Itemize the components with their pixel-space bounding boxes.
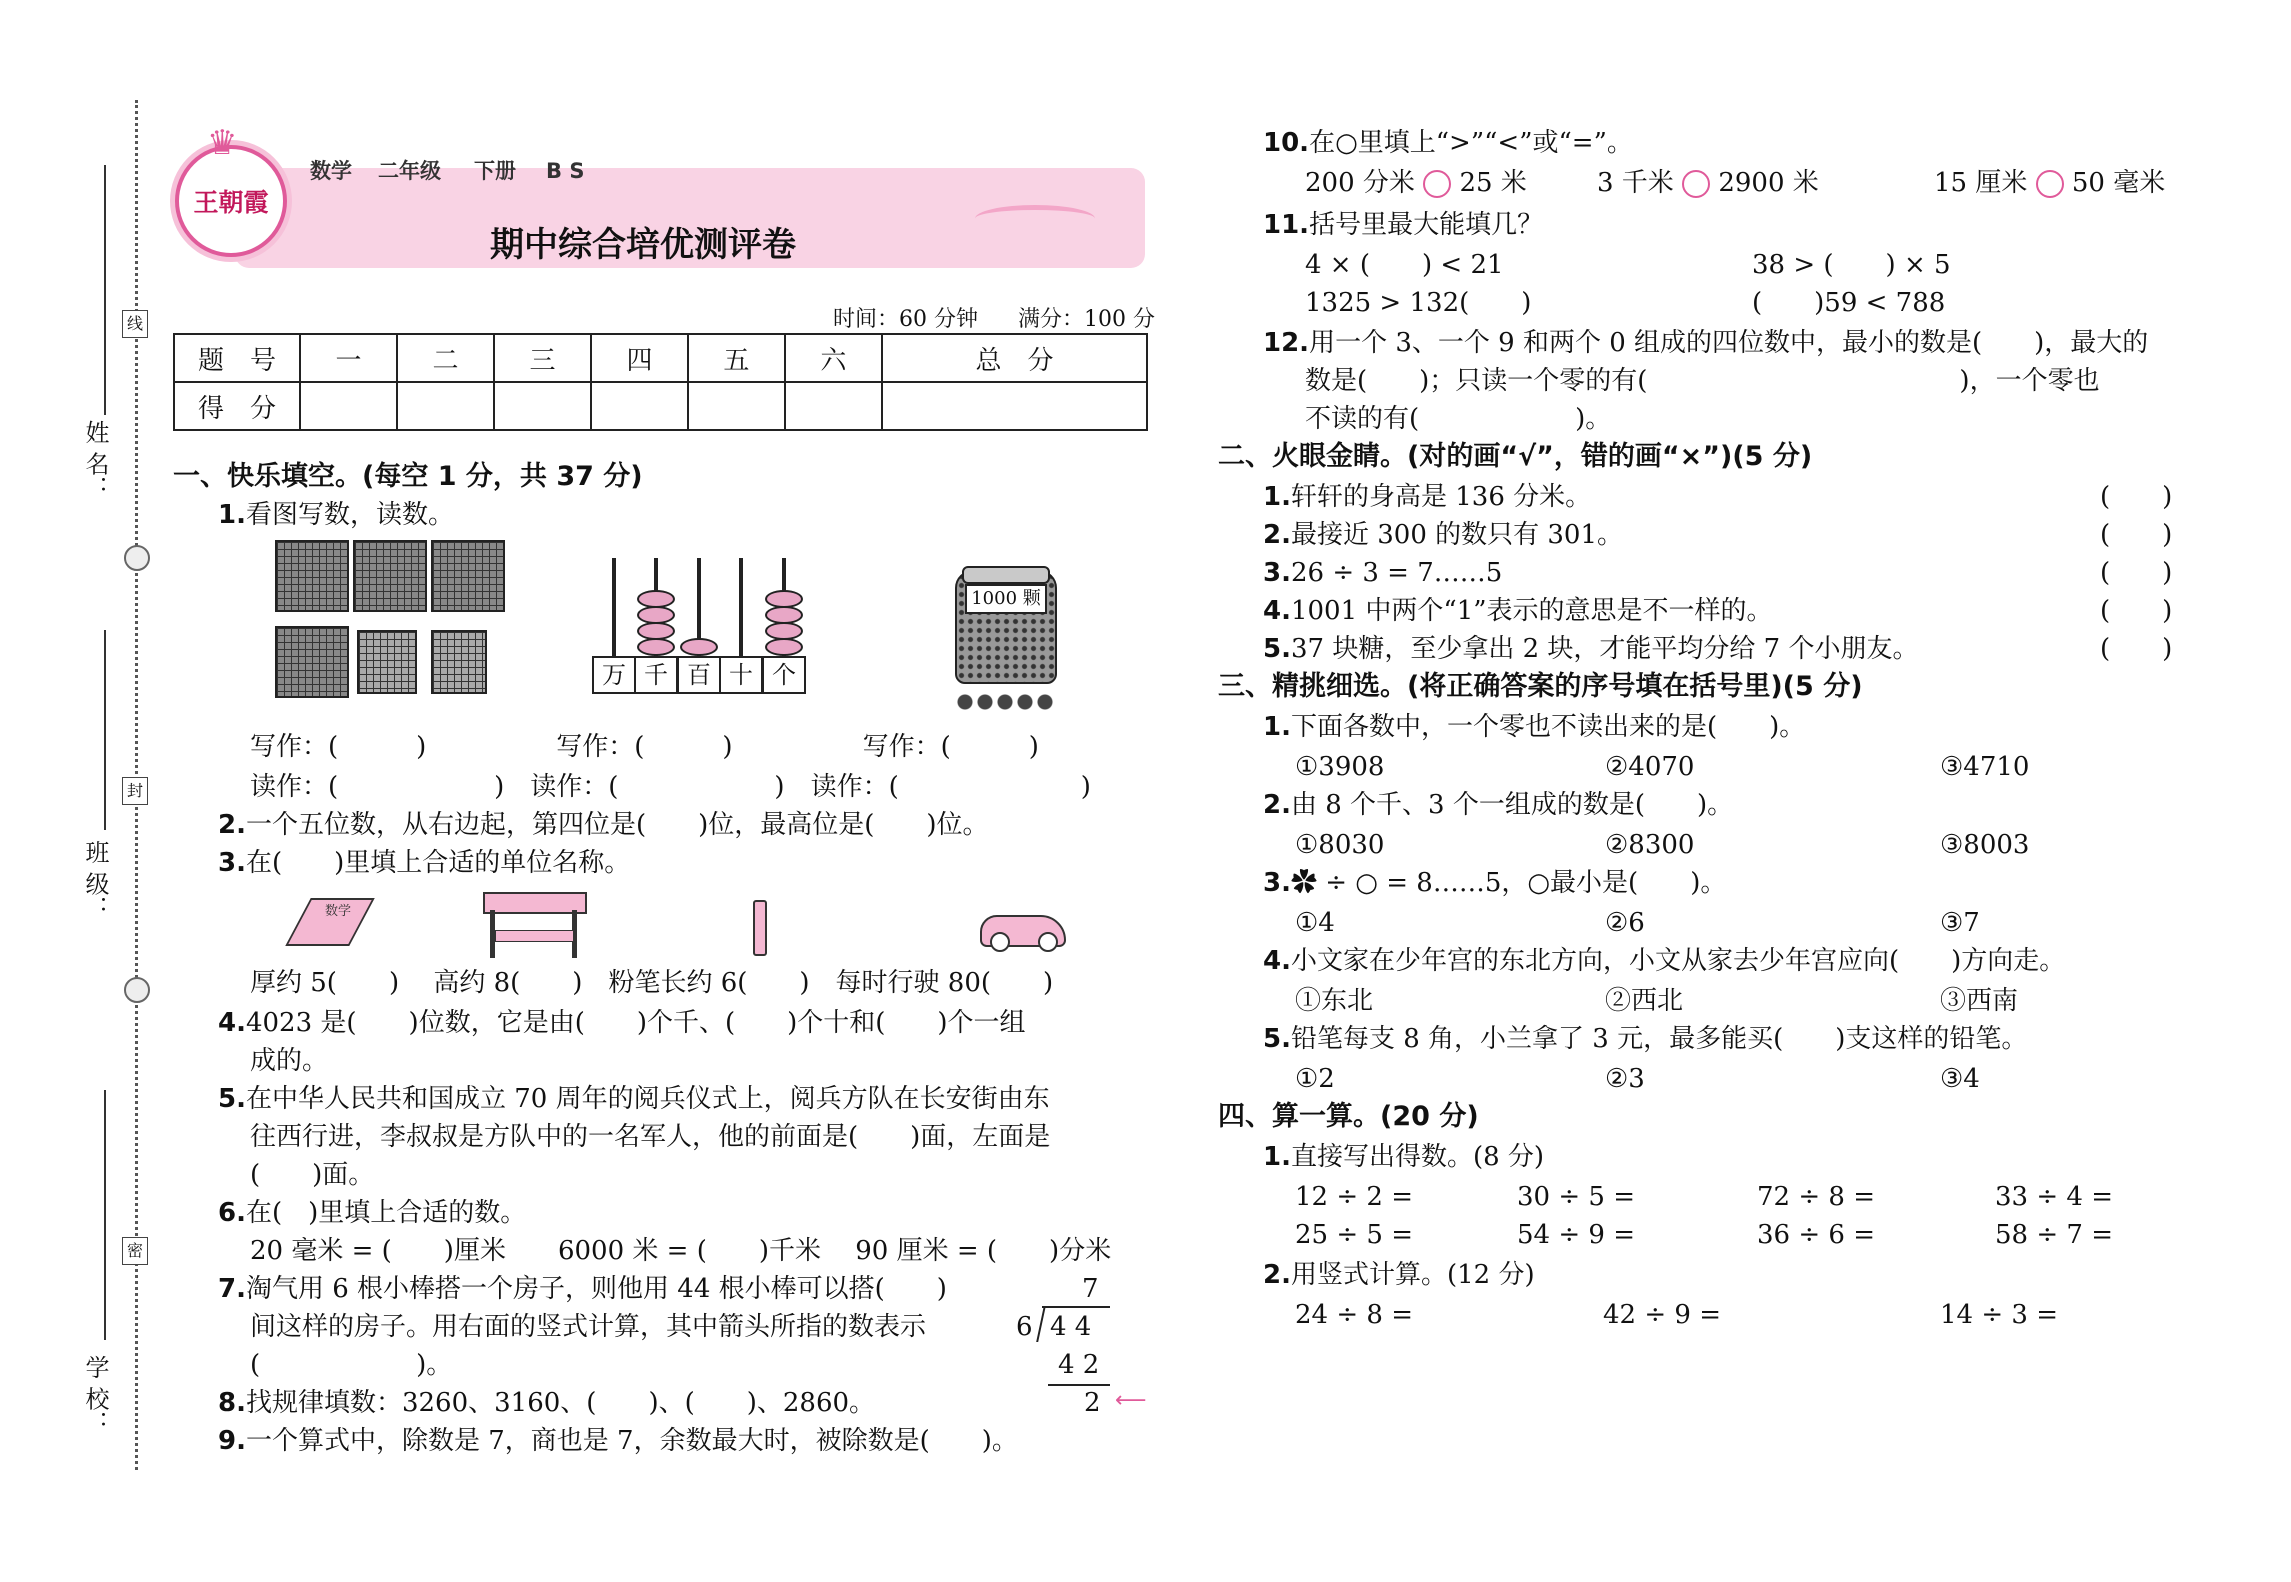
grade-label: 二年级: [378, 159, 441, 183]
q-text: 轩轩的身高是 136 分米。: [1290, 482, 1592, 512]
q11-item: ( )59 < 788: [1752, 288, 1946, 318]
oral-item: 30 ÷ 5 =: [1517, 1182, 1635, 1212]
q-text: 下面各数中，一个零也不读出来的是( )。: [1290, 712, 1806, 742]
q-text: 一个五位数，从右边起，第四位是( )位，最高位是( )位。: [245, 810, 989, 840]
section-1-title: 一、快乐填空。(每空 1 分，共 37 分): [173, 461, 643, 492]
abacus-place-label: 百: [677, 656, 721, 694]
score-input-cell[interactable]: [397, 382, 494, 430]
choice-question: [1263, 712, 1805, 742]
q10-item-2: [1597, 168, 1819, 198]
thousand-cube-icon: [275, 626, 349, 698]
q-text: 小文家在少年宫的东北方向，小文从家去少年宫应向( )方向走。: [1290, 946, 2066, 976]
choice-option: ③4: [1940, 1064, 1980, 1094]
score-input-cell[interactable]: [688, 382, 785, 430]
question-8: [218, 1388, 875, 1418]
jar-lid: [962, 566, 1050, 584]
choice-option: ②3: [1605, 1064, 1645, 1094]
judge-answer-bracket[interactable]: ( ): [2100, 596, 2173, 626]
score-table-header-row: [174, 334, 1147, 382]
abacus-bead: [765, 606, 803, 624]
score-input-cell[interactable]: [785, 382, 882, 430]
oral-item: 33 ÷ 4 =: [1995, 1182, 2113, 1212]
thousand-cube-icon: [431, 540, 505, 612]
q-text: 用一个 3、一个 9 和两个 0 组成的四位数中，最小的数是( )，最大的: [1309, 328, 2149, 358]
q-number: 1.: [1263, 482, 1291, 512]
q-text: 4023 是( )位数，它是由( )个千、( )个十和( )个一组: [245, 1008, 1026, 1038]
score-input-cell[interactable]: [591, 382, 688, 430]
abacus-bead: [637, 638, 675, 656]
score-cell: 五: [688, 334, 785, 382]
section-3-title: 三、精挑细选。(将正确答案的序号填在括号里)(5 分): [1218, 671, 1863, 702]
q-text: 由 8 个千、3 个一组成的数是( )。: [1290, 790, 1734, 820]
cut-mark-seal: 封: [122, 777, 148, 805]
q-number: 6.: [218, 1198, 246, 1228]
q-text: 最接近 300 的数只有 301。: [1290, 520, 1624, 550]
question-12-cont: 不读的有( )。: [1305, 404, 1612, 434]
q-text: 铅笔每支 8 角，小兰拿了 3 元，最多能买( )支这样的铅笔。: [1290, 1024, 2028, 1054]
edition-label: B S: [546, 159, 585, 183]
question-4-cont: 成的。: [250, 1046, 329, 1076]
abacus-place-label: 十: [719, 656, 763, 694]
q-text: 37 块糖，至少拿出 2 块，才能平均分给 7 个小朋友。: [1290, 634, 1919, 664]
choice-option: ①2: [1295, 1064, 1335, 1094]
book-label: 数学: [325, 904, 352, 919]
division-product: 4 2: [1058, 1350, 1100, 1380]
question-2: [218, 810, 989, 840]
q10-right: 50 毫米: [2071, 168, 2166, 198]
oral-item: 58 ÷ 7 =: [1995, 1220, 2113, 1250]
question-11: [1263, 210, 1543, 240]
judge-answer-bracket[interactable]: ( ): [2100, 634, 2173, 664]
score-cell: 总 分: [882, 334, 1147, 382]
brand-name: 王朝霞: [193, 188, 269, 217]
abacus-rod: [612, 558, 616, 656]
q6-answer-row: 20 毫米 = ( )厘米 6000 米 = ( )千米 90 厘米 = ( )分米: [250, 1236, 1112, 1266]
q10-right: 25 米: [1459, 168, 1527, 198]
vertical-calc-item: 42 ÷ 9 =: [1603, 1300, 1721, 1330]
q10-left: 3 千米: [1597, 168, 1674, 198]
oral-item: 72 ÷ 8 =: [1757, 1182, 1875, 1212]
q-number: 5.: [1263, 634, 1291, 664]
score-cell: 得 分: [174, 382, 300, 430]
school-label: 学 校：: [81, 1355, 109, 1435]
score-cell: 二: [397, 334, 494, 382]
school-underline: [104, 1090, 106, 1340]
question-5-cont: 往西行进，李叔叔是方队中的一名军人，他的前面是( )面，左面是: [250, 1122, 1051, 1152]
choice-option: ①3908: [1295, 752, 1385, 782]
q3-answer-row: 厚约 5( ) 高约 8( ) 粉笔长约 6( ) 每时行驶 80( ): [250, 968, 1054, 998]
abacus-bead: [765, 622, 803, 640]
term-label: 下册: [474, 159, 516, 183]
judge-answer-bracket[interactable]: ( ): [2100, 482, 2173, 512]
abacus-rod: [739, 558, 743, 656]
judge-item: [1263, 596, 1773, 626]
q-number: 1.: [1263, 1142, 1291, 1172]
q-text: ✿ ÷ ○ = 8……5，○最小是( )。: [1290, 868, 1727, 898]
question-7-cont: 间这样的房子。用右面的竖式计算，其中箭头所指的数表示: [250, 1312, 927, 1342]
judge-item: [1263, 558, 1502, 588]
calc-question-1: [1263, 1142, 1544, 1172]
score-input-cell[interactable]: [494, 382, 591, 430]
judge-item: [1263, 482, 1591, 512]
class-label: 班 级：: [81, 840, 109, 920]
oral-item: 12 ÷ 2 =: [1295, 1182, 1413, 1212]
choice-question: [1263, 1024, 2027, 1054]
score-cell: 题 号: [174, 334, 300, 382]
q1-read-row: 读作：( ) 读作：( ) 读作：( ): [250, 772, 1091, 802]
vertical-calc-item: 14 ÷ 3 =: [1940, 1300, 2058, 1330]
choice-question: [1263, 946, 2065, 976]
q-number: 5.: [1263, 1024, 1291, 1054]
crown-icon: ♛: [207, 123, 238, 163]
oral-item: 36 ÷ 6 =: [1757, 1220, 1875, 1250]
score-input-cell[interactable]: [300, 382, 397, 430]
name-label: 姓 名：: [81, 420, 109, 500]
q-number: 1.: [1263, 712, 1291, 742]
abacus-bead: [637, 590, 675, 608]
q-text: 在中华人民共和国成立 70 周年的阅兵仪式上，阅兵方队在长安街由东: [245, 1084, 1050, 1114]
subject-label: 数学: [310, 159, 352, 183]
abacus-bead: [680, 638, 718, 656]
q-number: 7.: [218, 1274, 246, 1304]
q-number: 9.: [218, 1426, 246, 1456]
q10-item-1: [1305, 168, 1527, 198]
question-7: [218, 1274, 947, 1304]
question-12: [1263, 328, 2148, 358]
division-dividend: 4 4: [1050, 1312, 1092, 1342]
abacus-place-label: 千: [634, 656, 678, 694]
oral-item: 25 ÷ 5 =: [1295, 1220, 1413, 1250]
division-bracket: [1036, 1306, 1046, 1342]
question-10: [1263, 128, 1633, 158]
choice-question: [1263, 868, 1726, 898]
name-underline: [104, 165, 106, 415]
question-7-cont: ( )。: [250, 1350, 453, 1380]
score-cell: 一: [300, 334, 397, 382]
division-divisor: 6: [1016, 1312, 1033, 1342]
desk-shelf: [495, 930, 574, 942]
q11-item: 4 × ( ) < 21: [1305, 250, 1504, 280]
oral-item: 54 ÷ 9 =: [1517, 1220, 1635, 1250]
page-title: 期中综合培优测评卷: [490, 225, 796, 265]
q-number: 8.: [218, 1388, 246, 1418]
score-table: [173, 333, 1148, 431]
division-remainder: 2: [1084, 1388, 1101, 1418]
candies-row: [955, 692, 1055, 712]
judge-item: [1263, 520, 1623, 550]
calc-question-2: [1263, 1260, 1535, 1290]
q-number: 5.: [218, 1084, 246, 1114]
jar-label: 1000 颗: [965, 584, 1047, 614]
judge-item: [1263, 634, 1918, 664]
division-line: [1048, 1384, 1110, 1386]
abacus-place-label: 个: [762, 656, 806, 694]
q-text: 在( )里填上合适的单位名称。: [245, 848, 631, 878]
question-12-cont: 数是( )；只读一个零的有( )，一个零也: [1305, 366, 2100, 396]
abacus-place-label: 万: [592, 656, 636, 694]
class-underline: [104, 630, 106, 830]
q-number: 2.: [1263, 520, 1291, 550]
score-cell: 六: [785, 334, 882, 382]
q-text: 看图写数，读数。: [245, 500, 454, 530]
q-number: 11.: [1263, 210, 1310, 240]
q-number: 4.: [218, 1008, 246, 1038]
choice-option: ①4: [1295, 908, 1335, 938]
q10-left: 200 分米: [1305, 168, 1415, 198]
q-number: 3.: [218, 848, 246, 878]
q10-left: 15 厘米: [1934, 168, 2028, 198]
hundred-flat-icon: [431, 630, 487, 694]
cut-mark-line: 线: [122, 310, 148, 338]
q-number: 12.: [1263, 328, 1310, 358]
choice-option: ③8003: [1940, 830, 2030, 860]
choice-option: ②4070: [1605, 752, 1695, 782]
q-text: 用竖式计算。(12 分): [1290, 1260, 1535, 1290]
section-2-title: 二、火眼金睛。(对的画“√”，错的画“×”)(5 分): [1218, 441, 1813, 472]
choice-option: ③西南: [1940, 986, 2019, 1016]
question-5: [218, 1084, 1050, 1114]
q-text: 1001 中两个“1”表示的意思是不一样的。: [1290, 596, 1773, 626]
car-wheel-icon: [990, 932, 1010, 952]
q-number: 1.: [218, 500, 246, 530]
thousand-cube-icon: [275, 540, 349, 612]
hundred-flat-icon: [357, 630, 417, 694]
score-input-cell[interactable]: [882, 382, 1147, 430]
division-bar: [1042, 1306, 1110, 1308]
choice-option: ①东北: [1295, 986, 1374, 1016]
punch-hole-icon: [124, 977, 150, 1003]
choice-option: ③4710: [1940, 752, 2030, 782]
compare-circle-input[interactable]: [1682, 170, 1710, 198]
q-text: 26 ÷ 3 = 7……5: [1290, 558, 1503, 588]
question-3: [218, 848, 630, 878]
punch-hole-icon: [124, 545, 150, 571]
q-number: 3.: [1263, 868, 1291, 898]
score-table-score-row: [174, 382, 1147, 430]
compare-circle-input[interactable]: [2036, 170, 2064, 198]
q-number: 2.: [1263, 790, 1291, 820]
swoosh-decoration: [975, 205, 1095, 232]
q-number: 4.: [1263, 596, 1291, 626]
choice-option: ②8300: [1605, 830, 1695, 860]
compare-circle-input[interactable]: [1423, 170, 1451, 198]
choice-option: ②6: [1605, 908, 1645, 938]
judge-answer-bracket[interactable]: ( ): [2100, 558, 2173, 588]
vertical-calc-item: 24 ÷ 8 =: [1295, 1300, 1413, 1330]
q11-item: 38 > ( ) × 5: [1752, 250, 1951, 280]
judge-answer-bracket[interactable]: ( ): [2100, 520, 2173, 550]
q-number: 10.: [1263, 128, 1310, 158]
abacus-bead: [637, 622, 675, 640]
q-text: 在( )里填上合适的数。: [245, 1198, 527, 1228]
q-text: 直接写出得数。(8 分): [1290, 1142, 1545, 1172]
choice-question: [1263, 790, 1733, 820]
time-label: 时间：60 分钟: [833, 307, 978, 332]
car-wheel-icon: [1038, 932, 1058, 952]
q-number: 2.: [218, 810, 246, 840]
q-text: 括号里最大能填几？: [1309, 210, 1544, 240]
q-text: 一个算式中，除数是 7，商也是 7，余数最大时，被除数是( )。: [245, 1426, 1018, 1456]
score-cell: 四: [591, 334, 688, 382]
abacus-bead: [765, 638, 803, 656]
chalk-icon: [753, 900, 767, 956]
choice-option: ②西北: [1605, 986, 1684, 1016]
q10-item-3: [1934, 168, 2165, 198]
question-4: [218, 1008, 1026, 1038]
q-number: 3.: [1263, 558, 1291, 588]
q1-write-row: 写作：( ) 写作：( ) 写作：( ): [250, 732, 1039, 762]
q11-item: 1325 > 132( ): [1305, 288, 1532, 318]
cut-mark-secret: 密: [122, 1237, 148, 1265]
thousand-cube-icon: [353, 540, 427, 612]
abacus-bead: [637, 606, 675, 624]
question-1: [218, 500, 454, 530]
section-4-title: 四、算一算。(20 分): [1218, 1101, 1479, 1132]
q-number: 2.: [1263, 1260, 1291, 1290]
q-text: 在○里填上“>”“<”或“=”。: [1309, 128, 1633, 158]
q-text: 淘气用 6 根小棒搭一个房子，则他用 44 根小棒可以搭( ): [245, 1274, 947, 1304]
division-quotient: 7: [1082, 1274, 1099, 1304]
arrow-left-icon: ⟵: [1115, 1388, 1147, 1413]
brand-logo: [175, 123, 287, 257]
question-5-cont: ( )面。: [250, 1160, 375, 1190]
full-score-label: 满分：100 分: [1018, 307, 1155, 332]
choice-option: ③7: [1940, 908, 1980, 938]
question-9: [218, 1426, 1018, 1456]
question-6: [218, 1198, 526, 1228]
abacus-bead: [765, 590, 803, 608]
q-number: 4.: [1263, 946, 1291, 976]
q-text: 找规律填数：3260、3160、( )、( )、2860。: [245, 1388, 876, 1418]
score-cell: 三: [494, 334, 591, 382]
choice-option: ①8030: [1295, 830, 1385, 860]
q10-right: 2900 米: [1718, 168, 1819, 198]
